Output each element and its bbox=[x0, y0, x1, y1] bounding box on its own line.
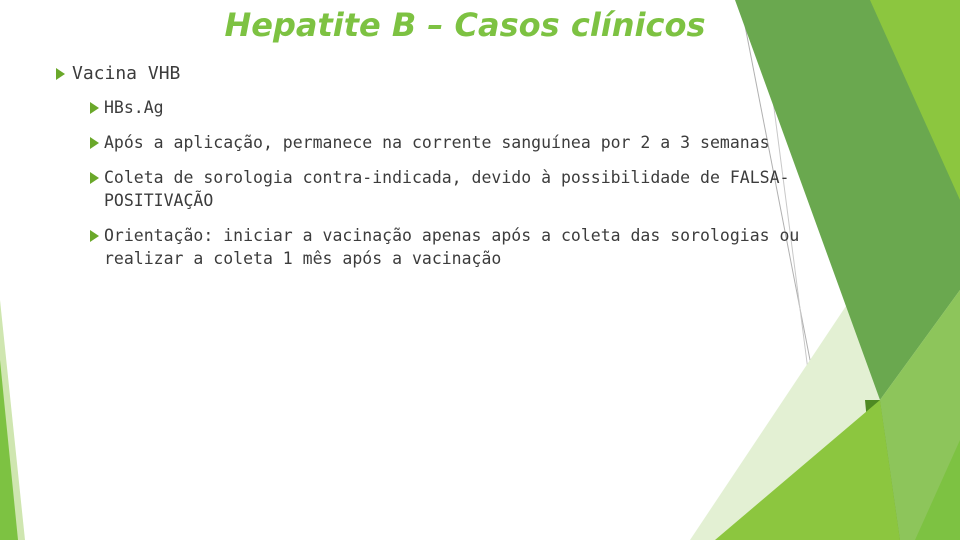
bullet-text-hbsag: HBs.Ag bbox=[104, 98, 164, 117]
triangle-bullet-icon bbox=[90, 230, 99, 242]
slide-title: Hepatite B – Casos clínicos bbox=[224, 6, 706, 44]
triangle-bullet-icon bbox=[90, 172, 99, 184]
bullet-text-orientacao-line1: Orientação: iniciar a vacinação apenas após a coleta das sorologias ou bbox=[104, 226, 800, 245]
bullet-text-coleta-line1: Coleta de sorologia contra-indicada, devido à possibilidade de FALSA- bbox=[104, 168, 790, 187]
bullet-text-vacina: Vacina VHB bbox=[72, 63, 181, 84]
bullet-text-apos: Após a aplicação, permanece na corrente sanguínea por 2 a 3 semanas bbox=[104, 133, 770, 152]
triangle-bullet-icon bbox=[90, 102, 99, 114]
bullet-text-coleta-line2: POSITIVAÇÃO bbox=[104, 191, 214, 210]
triangle-bullet-icon bbox=[56, 68, 65, 80]
bullet-text-orientacao-line2: realizar a coleta 1 mês após a vacinação bbox=[104, 249, 502, 268]
triangle-bullet-icon bbox=[90, 137, 99, 149]
